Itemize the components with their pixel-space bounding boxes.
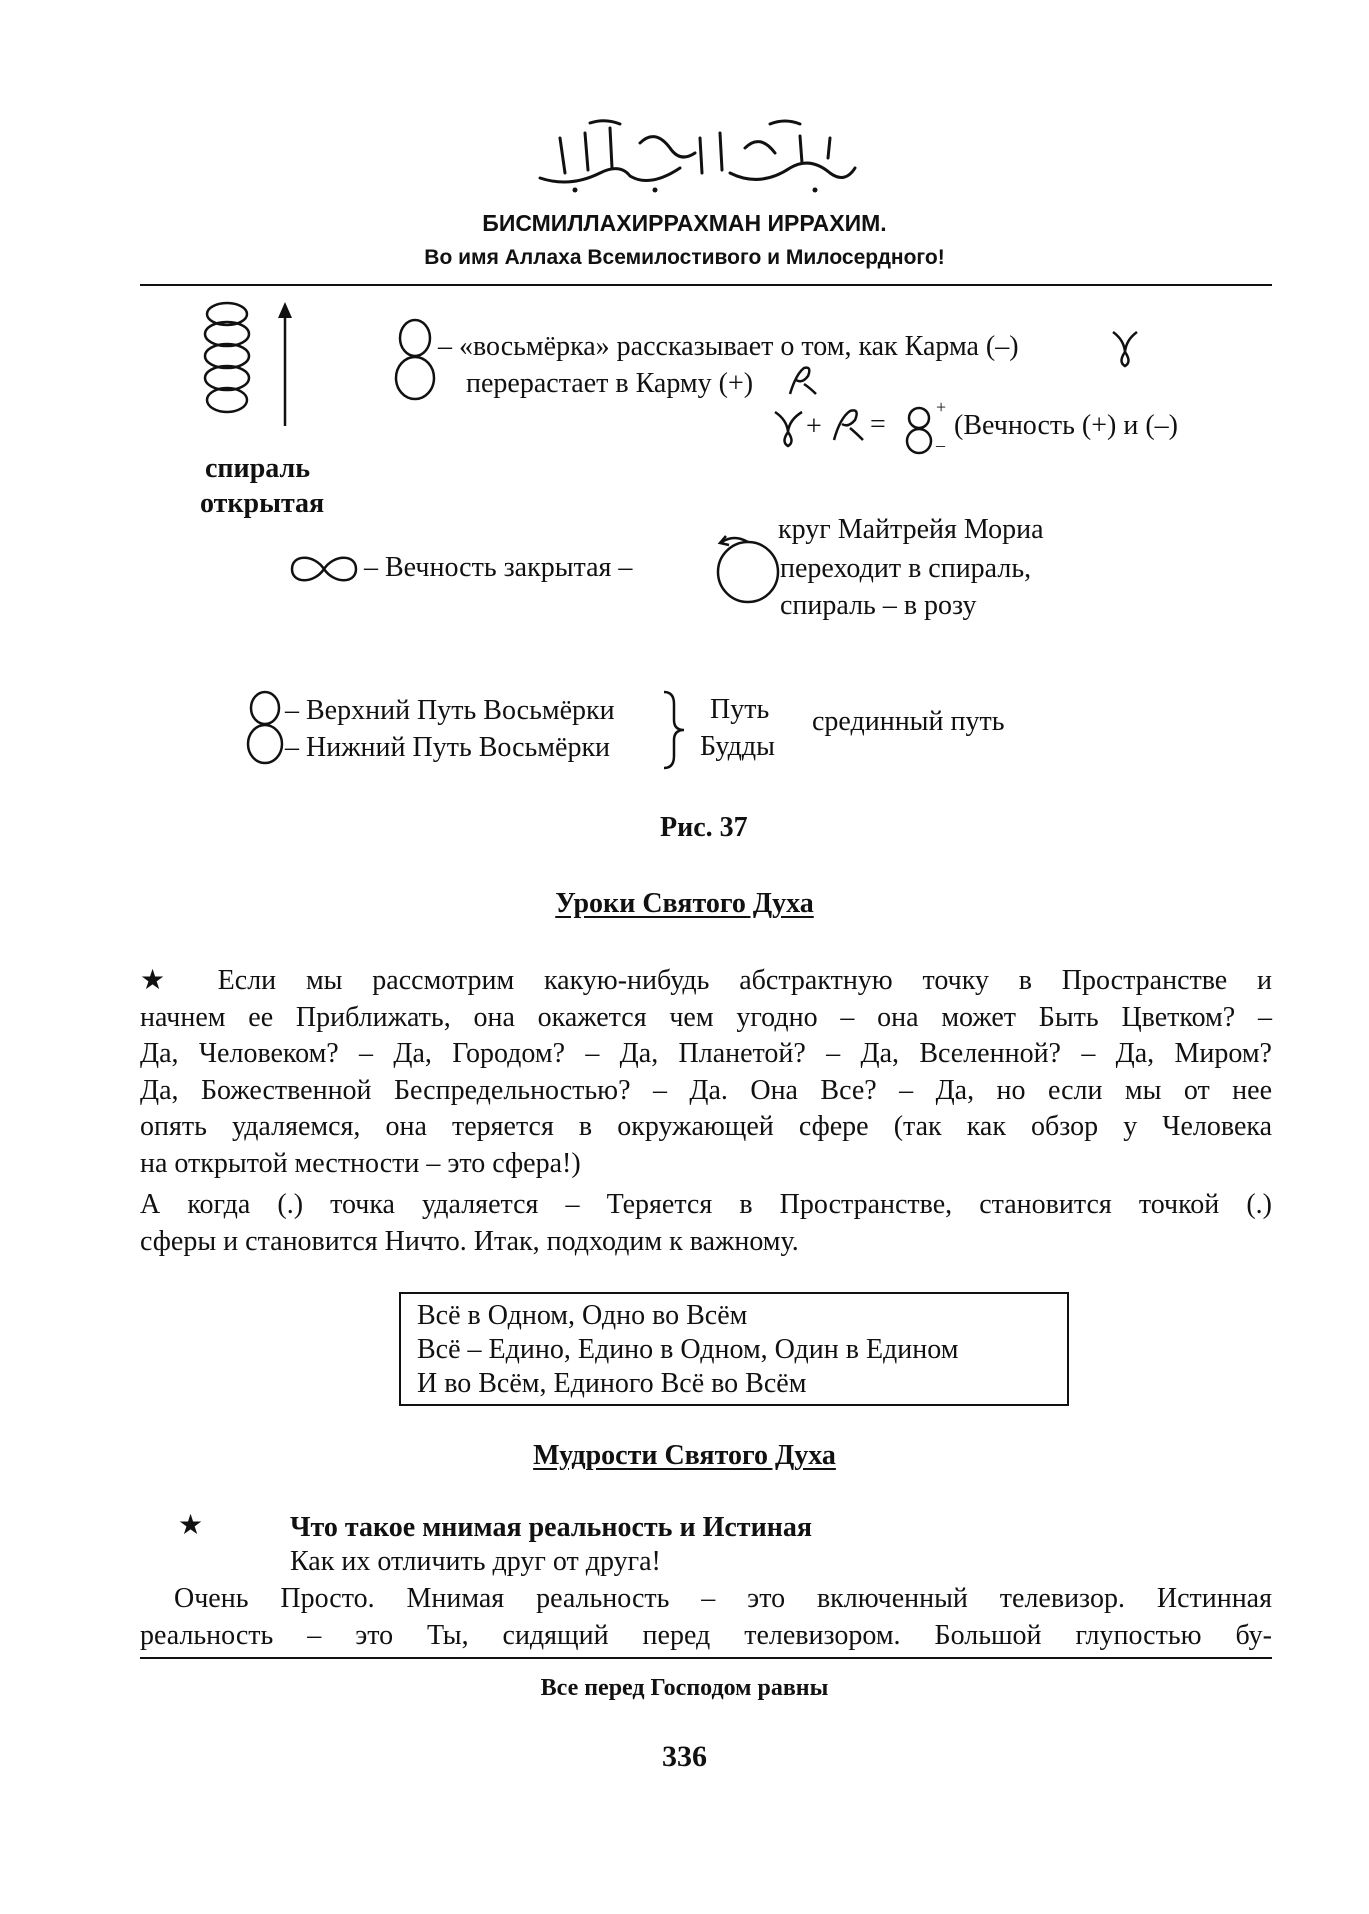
paragraph-line: Да, Человеком? – Да, Городом? – Да, Планетой? – Да, Вселенной? – Да, Миром? xyxy=(140,1038,1272,1069)
formula-equals: = xyxy=(870,409,886,440)
upper-path-text: – Верхний Путь Восьмёрки xyxy=(285,695,615,726)
spiral-label-1: спираль xyxy=(205,453,311,484)
figure-caption: Рис. 37 xyxy=(660,812,748,843)
box-line: Всё – Едино, Едино в Одном, Один в Едином xyxy=(417,1334,959,1365)
paragraph-line: Да, Божественной Беспредельностью? – Да. Она Все? – Да, но если мы от нее xyxy=(140,1074,1272,1106)
paragraph-line: реальность – это Ты, сидящий перед телевизором. Большой глупостью бу- xyxy=(140,1619,1272,1651)
brace-icon xyxy=(660,690,690,770)
section-heading-lessons: Уроки Святого Духа xyxy=(555,888,814,919)
page-number: 336 xyxy=(662,1740,707,1773)
figure-eight-icon xyxy=(392,318,438,400)
buddha-path-2: Будды xyxy=(700,731,775,762)
formula-eight-icon xyxy=(904,406,934,454)
paragraph-line: на открытой местности – это сфера!) xyxy=(140,1147,581,1179)
path-eight-icon xyxy=(244,690,286,766)
footer-rule xyxy=(140,1657,1272,1659)
spiral-label-2: открытая xyxy=(200,488,325,519)
star-bullet: ★ xyxy=(178,1510,204,1541)
eight-text-2: перерастает в Карму (+) xyxy=(466,368,754,399)
spiral-icon xyxy=(195,300,295,430)
page-header-title: БИСМИЛЛАХИРРАХМАН ИРРАХИМ. xyxy=(482,210,887,236)
karma-plus-symbol-icon xyxy=(786,364,818,398)
paragraph-line: А когда (.) точка удаляется – Теряется в Пространстве, становится точкой (.) xyxy=(140,1189,1272,1220)
circle-text-2: переходит в спираль, xyxy=(780,553,1032,584)
arabic-calligraphy xyxy=(530,118,860,198)
paragraph-line: сферы и становится Ничто. Итак, подходим к важному. xyxy=(140,1225,799,1257)
box-line: Всё в Одном, Одно во Всём xyxy=(417,1300,748,1331)
formula-text: (Вечность (+) и (–) xyxy=(954,410,1178,441)
boxed-statement xyxy=(399,1292,1069,1406)
paragraph-line: ★ Если мы рассмотрим какую-нибудь абстрактную точку в Пространстве и xyxy=(140,965,1272,996)
section-heading-wisdom: Мудрости Святого Духа xyxy=(533,1440,836,1471)
paragraph-line: начнем ее Приближать, она окажется чем угодно – она может Быть Цветком? – xyxy=(140,1001,1272,1033)
circle-icon xyxy=(714,528,780,608)
formula-minus-symbol-icon xyxy=(772,408,806,448)
formula-plus: + xyxy=(806,411,822,442)
paragraph-point-disappears xyxy=(140,1187,1272,1260)
formula-superscript: + xyxy=(936,397,947,417)
footer-motto: Все перед Господом равны xyxy=(540,1675,829,1701)
paragraph-line: опять удаляемся, она теряется в окружающей сфере (так как обзор у Человека xyxy=(140,1111,1272,1142)
circle-text-3: спираль – в розу xyxy=(780,590,977,621)
eight-text-1: – «восьмёрка» рассказывает о том, как Карма (–) xyxy=(438,331,1019,362)
question-line-2: Как их отличить друг от друга! xyxy=(290,1546,661,1577)
buddha-path-1: Путь xyxy=(710,694,770,725)
paragraph-point-in-space xyxy=(140,963,1272,1182)
question-line-1: Что такое мнимая реальность и Истиная xyxy=(290,1512,812,1543)
paragraph-line: Очень Просто. Мнимая реальность – это включенный телевизор. Истинная xyxy=(174,1583,1272,1614)
circle-text-1: круг Майтрейя Мориа xyxy=(778,514,1044,545)
paragraph-imaginary-reality xyxy=(140,1581,1272,1654)
infinity-text: – Вечность закрытая – xyxy=(364,552,633,583)
lower-path-text: – Нижний Путь Восьмёрки xyxy=(285,732,611,763)
formula-subscript: – xyxy=(936,435,945,455)
middle-path-text: срединный путь xyxy=(812,706,1005,737)
page-header-subtitle: Во имя Аллаха Всемилостивого и Милосердного! xyxy=(424,246,945,269)
formula-plus-symbol-icon xyxy=(830,406,866,444)
header-rule xyxy=(140,284,1272,286)
box-line: И во Всём, Единого Всё во Всём xyxy=(417,1368,807,1399)
karma-minus-symbol-icon xyxy=(1110,328,1140,368)
infinity-icon xyxy=(284,552,364,586)
